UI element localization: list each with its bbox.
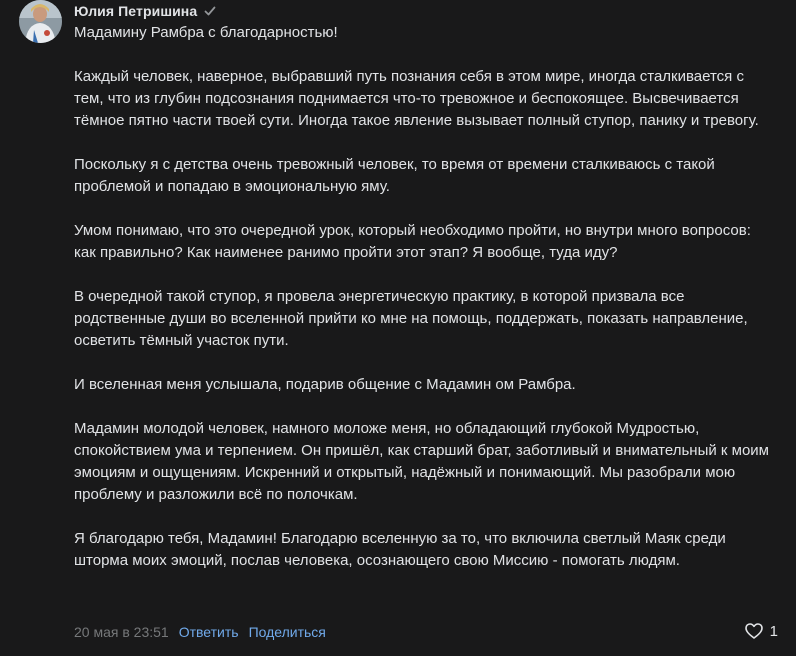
reply-button[interactable]: Ответить xyxy=(178,624,239,640)
avatar[interactable] xyxy=(19,0,62,43)
comment-paragraph: Каждый человек, наверное, выбравший путь познания себя в этом мире, иногда сталкивается с тем, что из глубин подсознания поднимается что-то тревожное и беспокоящее. Высвечивается тёмное пятно части твоей сути. Иногда такое явление вызывает полный ступор, панику и тревогу. xyxy=(74,68,759,129)
comment-paragraph: Мадамин молодой человек, намного моложе меня, но обладающий глубокой Мудростью, спокойствием ума и терпением. Он пришёл, как старший брат, заботливый и внимательный к моим эмоциям и ощущениям. Искренний и открытый, надёжный и понимающий. Мы разобрали мою проблему и разложили всё по полочкам. xyxy=(74,420,774,503)
comment-paragraph: Я благодарю тебя, Мадамин! Благодарю вселенную за то, что включила светлый Маяк среди шторма моих эмоций, послав человека, осознающего свою Миссию - помогать людям. xyxy=(74,530,730,569)
comment-text xyxy=(74,22,774,572)
comment-paragraph: Поскольку я с детства очень тревожный человек, то время от времени сталкиваюсь с такой проблемой и попадаю в эмоциональную яму. xyxy=(74,156,719,195)
likes-count: 1 xyxy=(769,622,778,640)
heart-icon xyxy=(744,621,764,641)
share-button[interactable]: Поделиться xyxy=(248,624,326,640)
avatar-photo xyxy=(19,0,62,43)
checkmark-icon xyxy=(203,4,217,18)
comment-paragraph: Умом понимаю, что это очередной урок, который необходимо пройти, но внутри много вопросов: как правильно? Как наименее ранимо пройти этот этап? Я вообще, туда иду? xyxy=(74,222,756,261)
timestamp[interactable]: 20 мая в 23:51 xyxy=(74,624,169,640)
comment-footer xyxy=(74,622,326,642)
comment-paragraph: И вселенная меня услышала, подарив общение с Мадамин ом Рамбра. xyxy=(74,376,576,393)
author-name[interactable]: Юлия Петришина xyxy=(74,3,198,19)
like-button[interactable] xyxy=(744,621,778,641)
comment-paragraph: Мадамину Рамбра с благодарностью! xyxy=(74,24,338,41)
comment-paragraph: В очередной такой ступор, я провела энергетическую практику, в которой призвала все родственные души во вселенной прийти ко мне на помощь, поддержать, показать направление, осветить тёмный участок пути. xyxy=(74,288,752,349)
author-row xyxy=(74,2,217,20)
